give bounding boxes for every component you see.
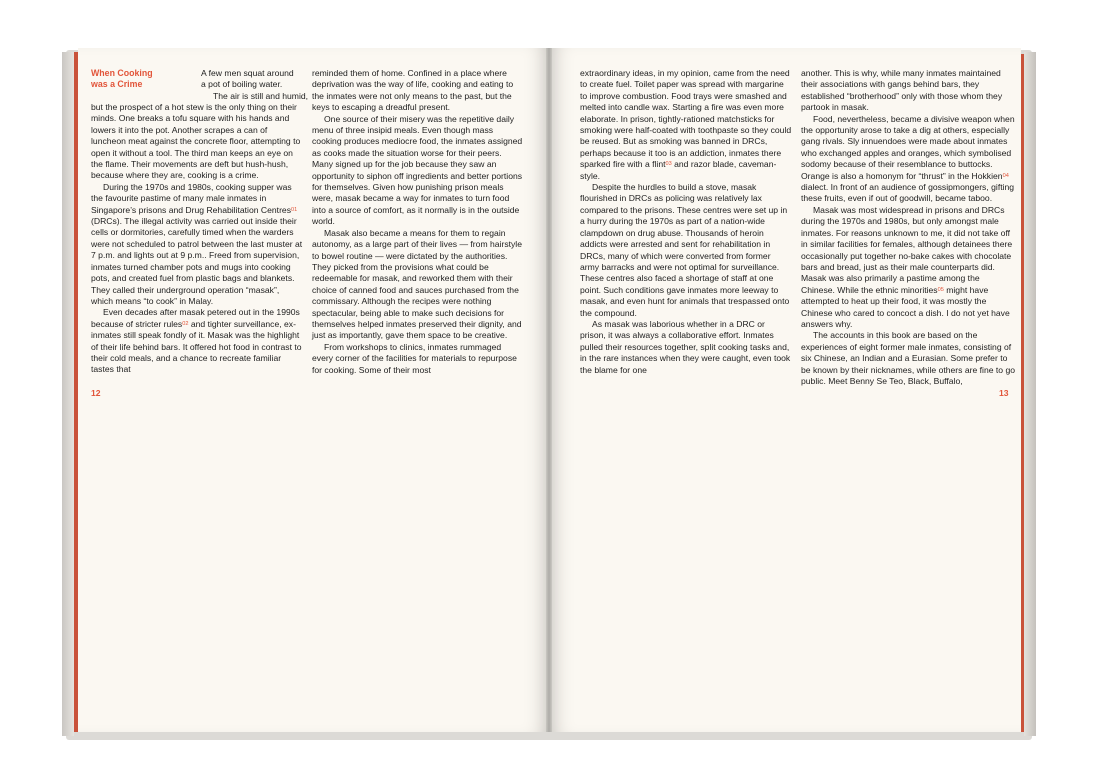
left-column-1	[91, 102, 303, 376]
page-stack-right	[1024, 52, 1036, 736]
intro-line-2: a pot of boiling water.	[201, 79, 283, 90]
footnote-marker[interactable]: 01	[291, 206, 298, 213]
footnote-marker[interactable]: 05	[937, 286, 944, 293]
paragraph: reminded them of home. Confined in a place where deprivation was the way of life, cooking and eating to the inmates were not only means to the past, but the keys to escaping a dreadful present.	[312, 68, 514, 113]
footnote-marker[interactable]: 02	[182, 320, 189, 327]
paragraph: As masak was laborious whether in a DRC or prison, it was always a collaborative effort. Inmates pulled their resources together, split cooking tasks and, in the rare instances when they were caught, even took the blame for one	[580, 318, 791, 375]
left-column-2	[312, 68, 524, 376]
chapter-heading	[91, 68, 191, 91]
paragraph: Despite the hurdles to build a stove, masak flourished in DRCs as policing was relatively lax compared to the prisons. These centres were set up in a hurry during the 1970s as part of a nation-wide clampdown on drug abuse. Thousands of heroin addicts were arrested and sent for rehabilitation in DRCs, many of which were converted from former army barracks and were not optimal for surveillance. These centres also faced a shortage of staff at one point. Such conditions gave inmates more leeway to masak, and even hunt for animals that trespassed onto the compound.	[580, 182, 790, 318]
paragraph: another. This is why, while many inmates maintained their associations with gangs behind bars, they established “brotherhood” only with those whom they partook in masak.	[801, 68, 1003, 113]
right-column-1	[580, 68, 792, 376]
paragraph: During the 1970s and 1980s, cooking supper was the favourite pastime of many male inmates in Singapore’s prisons and Drug Rehabilitation Centres$^{01}$ (DRCs). The illegal activity was carried out inside their cells or dormitories, carefully timed when the warders were not scheduled to patrol between the last muster at 7 p.m. and lights out at 9 p.m.. Freed from supervision, inmates turned chamber pots and mugs into cooking pots, and created fuel from plastic bags and blankets. They called their underground operation “masak”, which means “to cook” in Malay.	[91, 181, 303, 306]
book-gutter	[546, 48, 552, 732]
paragraph: extraordinary ideas, in my opinion, came from the need to create fuel. Toilet paper was spread with margarine to improve combustion. Food trays were smashed and melted into candle wax. Starting a fire was even more elaborate. In prison, tightly-rationed matchsticks for smoking were half-coated with toothpaste so they could be reused. But as smoking was banned in DRCs, perhaps because it too is an addiction, inmates there sparked fire with a flint$^{03}$ and razor blade, caveman-style.	[580, 68, 792, 181]
left-intro	[201, 68, 311, 102]
paragraph: Even decades after masak petered out in the 1990s because of stricter rules$^{02}$ and tighter surveillance, ex-inmates still speak fondly of it. Masak was the highlight of their life behind bars. It offered hot food in contrast to their cold meals, and a chance to recreate familiar tastes that	[91, 307, 302, 375]
page-number-left: 12	[91, 388, 101, 398]
intro-line-1: A few men squat around	[201, 68, 294, 78]
paragraph: Food, nevertheless, became a divisive weapon when the opportunity arose to take a dig at others, especially gang rivals. Sly innuendoes were made about inmates who exchanged apples and oranges, which symbolised sodomy because of their resemblance to buttocks. Orange is also a homonym for “thrust” in the Hokkien$^{04}$ dialect. In front of an audience of gossipmongers, gifting these fruits, even if out of goodwill, became taboo.	[801, 113, 1015, 204]
intro-line-3: The air is still and humid,	[213, 90, 309, 101]
footnote-marker[interactable]: 04	[1002, 172, 1009, 179]
paragraph: One source of their misery was the repetitive daily menu of three insipid meals. Even though mass cooking produces mediocre food, the inmates assigned as cooks made the situation worse for their peers. Many signed up for the job because they saw an opportunity to siphon off ingredients and better portions for themselves. Given how punishing prison meals were, masak became a way for inmates to turn food into a source of comfort, as it normally is in the outside world.	[312, 113, 523, 227]
heading-line-2: was a Crime	[91, 79, 143, 90]
right-column-2	[801, 68, 1015, 387]
page-stack-left	[62, 52, 74, 736]
page-number-right: 13	[999, 388, 1009, 398]
paragraph: Masak was most widespread in prisons and DRCs during the 1970s and 1980s, but only amongst male inmates. For reasons unknown to me, it did not take off in similar facilities for females, although detainees there occasionally put together no-bake cakes with chocolate bars and bread, just as their male counterparts did. Masak was also primarily a pastime among the Chinese. While the ethnic minorities$^{05}$ might have attempted to heat up their food, it was mostly the Chinese who cared to concoct a dish. I do not yet have answers why.	[801, 204, 1013, 329]
paragraph: Masak also became a means for them to regain autonomy, as a large part of their lives — from hairstyle to bowel routine — were dictated by the authorities. They picked from the provisions what could be redeemable for masak, and reworked them with their choice of canned food and sauces purchased from the commissary. Although the recipes were nothing spectacular, being able to make such decisions for themselves helped inmates preserved their dignity, and just as importantly, gave them space to be creative.	[312, 227, 522, 341]
paragraph: but the prospect of a hot stew is the only thing on their minds. One breaks a tofu square with his hands and lowers it into the pot. Another scrapes a can of luncheon meat against the concrete floor, attempting to open it without a tool. The third man keeps an eye on the flame. Their movements are deft but hush-hush, because where they are, cooking is a crime.	[91, 102, 301, 181]
paragraph: From workshops to clinics, inmates rummaged every corner of the facilities for materials to repurpose for cooking. Some of their most	[312, 341, 517, 375]
paragraph: The accounts in this book are based on the experiences of eight former male inmates, consisting of six Chinese, an Indian and a Eurasian. Some prefer to be known by their nicknames, while others are fine to go public. Meet Benny Se Teo, Black, Buffalo,	[801, 330, 1016, 386]
heading-line-1: When Cooking	[91, 68, 153, 78]
footnote-marker[interactable]: 03	[665, 161, 672, 168]
